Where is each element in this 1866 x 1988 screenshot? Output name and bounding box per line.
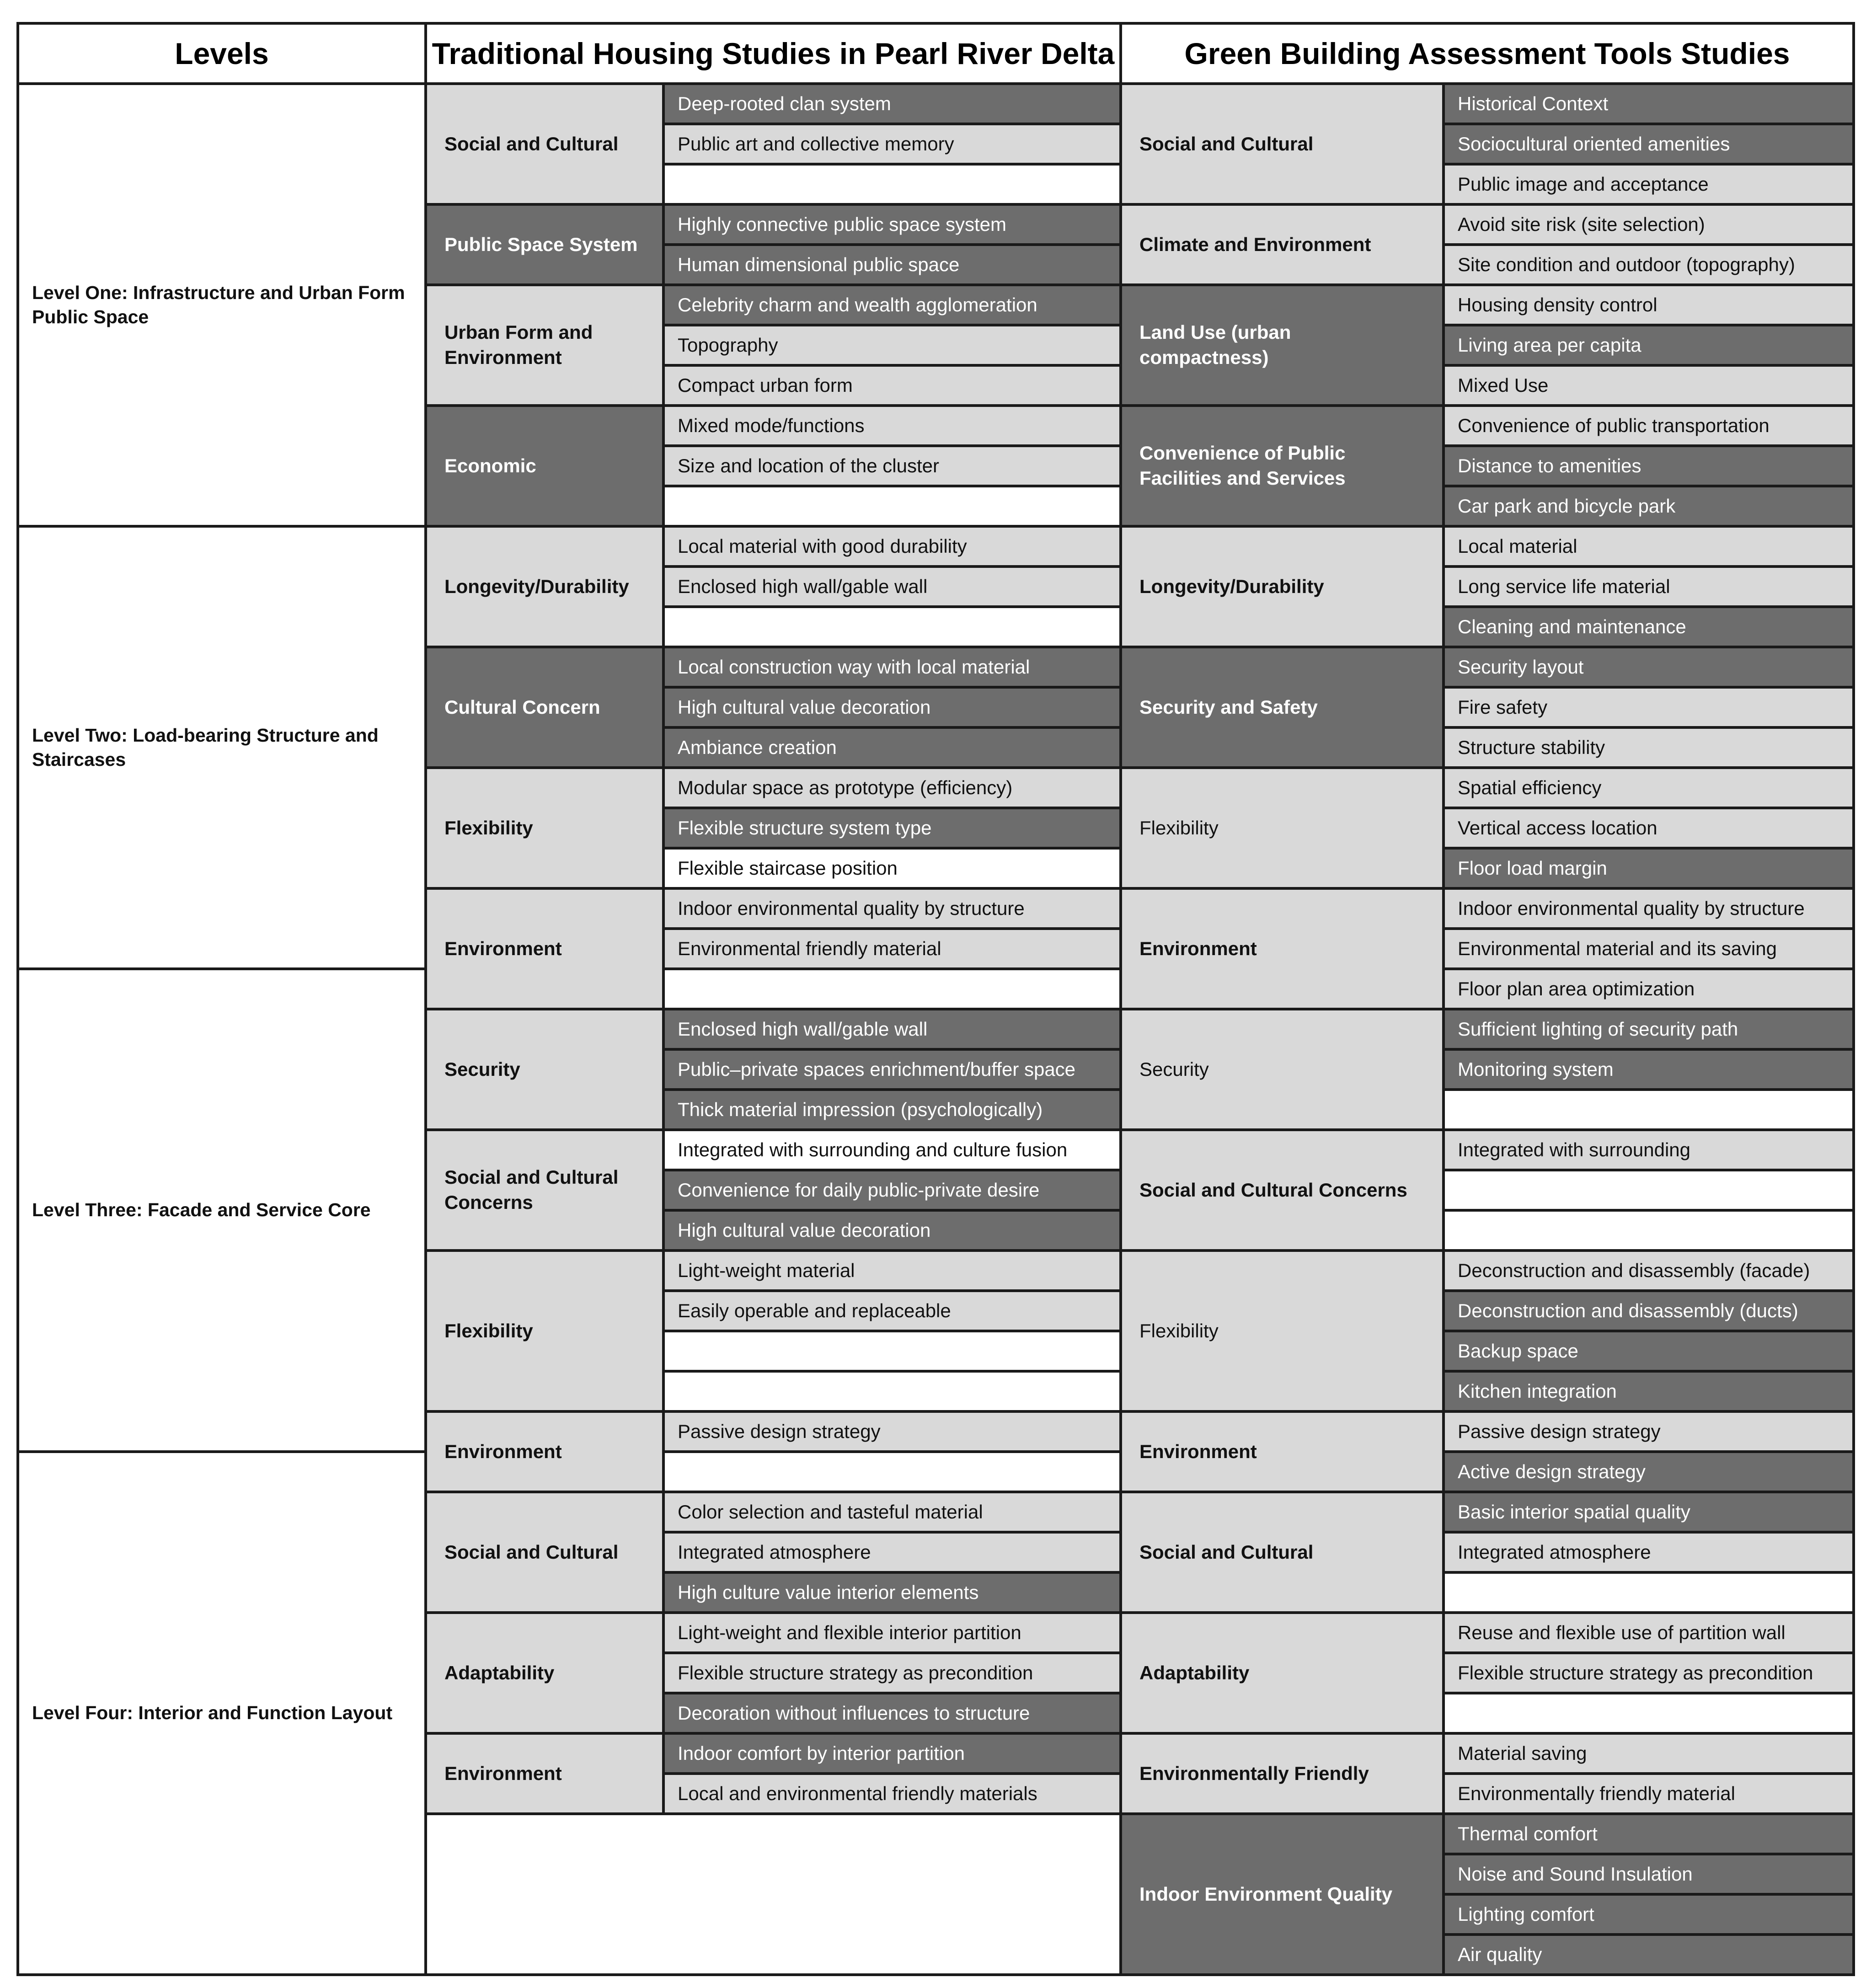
traditional-category: Longevity/Durability <box>426 526 663 647</box>
green-category: Indoor Environment Quality <box>1121 1814 1444 1975</box>
empty-cell <box>426 1814 1121 1975</box>
traditional-item: Local material with good durability <box>663 526 1121 566</box>
green-item: Sufficient lighting of security path <box>1444 1009 1854 1049</box>
green-item: Flexible structure strategy as precondition <box>1444 1653 1854 1693</box>
green-item <box>1444 1210 1854 1251</box>
traditional-item: High culture value interior elements <box>663 1572 1121 1613</box>
green-item: Spatial efficiency <box>1444 768 1854 808</box>
level-label: Level Four: Interior and Function Layout <box>18 1452 426 1975</box>
green-category: Climate and Environment <box>1121 204 1444 285</box>
green-item: Air quality <box>1444 1935 1854 1975</box>
traditional-item: Passive design strategy <box>663 1411 1121 1452</box>
traditional-item <box>663 486 1121 526</box>
traditional-item: High cultural value decoration <box>663 687 1121 727</box>
green-item <box>1444 1693 1854 1733</box>
table-row <box>18 526 1854 566</box>
header-green-building: Green Building Assessment Tools Studies <box>1121 23 1854 84</box>
green-item: Integrated atmosphere <box>1444 1532 1854 1572</box>
green-category: Adaptability <box>1121 1613 1444 1733</box>
traditional-item: Local construction way with local material <box>663 647 1121 687</box>
green-item: Floor plan area optimization <box>1444 969 1854 1009</box>
traditional-item: Light-weight material <box>663 1251 1121 1291</box>
green-item: Living area per capita <box>1444 325 1854 365</box>
traditional-item: Flexible structure strategy as precondition <box>663 1653 1121 1693</box>
traditional-item: Indoor environmental quality by structure <box>663 888 1121 929</box>
traditional-item: Easily operable and replaceable <box>663 1291 1121 1331</box>
table-row <box>18 1452 1854 1492</box>
level-label: Level One: Infrastructure and Urban Form Public Space <box>18 84 426 526</box>
traditional-category: Flexibility <box>426 768 663 888</box>
level-label: Level Three: Facade and Service Core <box>18 969 426 1452</box>
green-item: Basic interior spatial quality <box>1444 1492 1854 1532</box>
traditional-category: Environment <box>426 888 663 1009</box>
traditional-item: Flexible structure system type <box>663 808 1121 848</box>
green-category: Social and Cultural Concerns <box>1121 1130 1444 1251</box>
traditional-item: Enclosed high wall/gable wall <box>663 1009 1121 1049</box>
green-item: Local material <box>1444 526 1854 566</box>
green-category: Land Use (urban compactness) <box>1121 285 1444 406</box>
traditional-item: Enclosed high wall/gable wall <box>663 566 1121 607</box>
green-category: Security and Safety <box>1121 647 1444 768</box>
green-item <box>1444 1170 1854 1210</box>
green-item: Indoor environmental quality by structure <box>1444 888 1854 929</box>
traditional-category: Social and Cultural Concerns <box>426 1130 663 1251</box>
table-row <box>18 84 1854 124</box>
header-row <box>18 23 1854 84</box>
green-item: Lighting comfort <box>1444 1894 1854 1935</box>
green-item: Vertical access location <box>1444 808 1854 848</box>
traditional-item: Ambiance creation <box>663 727 1121 768</box>
traditional-item: Public art and collective memory <box>663 124 1121 164</box>
green-item: Deconstruction and disassembly (ducts) <box>1444 1291 1854 1331</box>
green-item <box>1444 1572 1854 1613</box>
traditional-item <box>663 1331 1121 1371</box>
traditional-item: Human dimensional public space <box>663 245 1121 285</box>
traditional-item: Environmental friendly material <box>663 929 1121 969</box>
green-category: Convenience of Public Facilities and Services <box>1121 406 1444 526</box>
green-item: Environmentally friendly material <box>1444 1774 1854 1814</box>
traditional-item: Mixed mode/functions <box>663 406 1121 446</box>
green-item: Kitchen integration <box>1444 1371 1854 1411</box>
traditional-item: Thick material impression (psychologically) <box>663 1090 1121 1130</box>
green-item: Material saving <box>1444 1733 1854 1774</box>
traditional-item: Integrated with surrounding and culture fusion <box>663 1130 1121 1170</box>
green-item: Backup space <box>1444 1331 1854 1371</box>
green-category: Social and Cultural <box>1121 1492 1444 1613</box>
green-item: Long service life material <box>1444 566 1854 607</box>
green-item: Security layout <box>1444 647 1854 687</box>
traditional-item: Topography <box>663 325 1121 365</box>
green-category: Environment <box>1121 888 1444 1009</box>
traditional-item: Highly connective public space system <box>663 204 1121 245</box>
traditional-item: Convenience for daily public-private desire <box>663 1170 1121 1210</box>
traditional-item: Indoor comfort by interior partition <box>663 1733 1121 1774</box>
green-category: Longevity/Durability <box>1121 526 1444 647</box>
traditional-category: Social and Cultural <box>426 1492 663 1613</box>
green-item: Sociocultural oriented amenities <box>1444 124 1854 164</box>
green-item: Integrated with surrounding <box>1444 1130 1854 1170</box>
traditional-category: Public Space System <box>426 204 663 285</box>
green-item: Monitoring system <box>1444 1049 1854 1090</box>
traditional-item: Decoration without influences to structure <box>663 1693 1121 1733</box>
green-item: Cleaning and maintenance <box>1444 607 1854 647</box>
green-category: Flexibility <box>1121 1251 1444 1411</box>
table-body <box>18 84 1854 1975</box>
comparison-table <box>16 22 1855 1976</box>
traditional-category: Urban Form and Environment <box>426 285 663 406</box>
green-category: Social and Cultural <box>1121 84 1444 204</box>
green-item: Distance to amenities <box>1444 446 1854 486</box>
green-item: Housing density control <box>1444 285 1854 325</box>
green-category: Environment <box>1121 1411 1444 1492</box>
traditional-category: Flexibility <box>426 1251 663 1411</box>
green-category: Environmentally Friendly <box>1121 1733 1444 1814</box>
traditional-category: Environment <box>426 1411 663 1492</box>
traditional-item: Light-weight and flexible interior partition <box>663 1613 1121 1653</box>
table-row <box>18 969 1854 1009</box>
traditional-item: Modular space as prototype (efficiency) <box>663 768 1121 808</box>
green-item: Reuse and flexible use of partition wall <box>1444 1613 1854 1653</box>
traditional-item: Public–private spaces enrichment/buffer space <box>663 1049 1121 1090</box>
traditional-item <box>663 607 1121 647</box>
green-item: Site condition and outdoor (topography) <box>1444 245 1854 285</box>
traditional-category: Economic <box>426 406 663 526</box>
green-item: Deconstruction and disassembly (facade) <box>1444 1251 1854 1291</box>
traditional-item <box>663 1371 1121 1411</box>
green-item: Fire safety <box>1444 687 1854 727</box>
traditional-item <box>663 164 1121 204</box>
green-item: Noise and Sound Insulation <box>1444 1854 1854 1894</box>
traditional-category: Environment <box>426 1733 663 1814</box>
traditional-category: Social and Cultural <box>426 84 663 204</box>
traditional-item: Flexible staircase position <box>663 848 1121 888</box>
green-item: Public image and acceptance <box>1444 164 1854 204</box>
header-levels: Levels <box>18 23 426 84</box>
traditional-item: Local and environmental friendly materials <box>663 1774 1121 1814</box>
traditional-item: Compact urban form <box>663 365 1121 406</box>
green-item: Car park and bicycle park <box>1444 486 1854 526</box>
green-item: Environmental material and its saving <box>1444 929 1854 969</box>
green-item: Thermal comfort <box>1444 1814 1854 1854</box>
traditional-item: Celebrity charm and wealth agglomeration <box>663 285 1121 325</box>
traditional-item: Color selection and tasteful material <box>663 1492 1121 1532</box>
header-traditional-housing: Traditional Housing Studies in Pearl River Delta <box>426 23 1121 84</box>
level-label: Level Two: Load-bearing Structure and Staircases <box>18 526 426 969</box>
green-item: Structure stability <box>1444 727 1854 768</box>
green-item: Floor load margin <box>1444 848 1854 888</box>
green-item: Active design strategy <box>1444 1452 1854 1492</box>
traditional-item: Deep-rooted clan system <box>663 84 1121 124</box>
traditional-item: Integrated atmosphere <box>663 1532 1121 1572</box>
traditional-item: High cultural value decoration <box>663 1210 1121 1251</box>
green-item: Avoid site risk (site selection) <box>1444 204 1854 245</box>
green-item <box>1444 1090 1854 1130</box>
traditional-item: Size and location of the cluster <box>663 446 1121 486</box>
traditional-item <box>663 969 1121 1009</box>
traditional-category: Security <box>426 1009 663 1130</box>
traditional-item <box>663 1452 1121 1492</box>
green-item: Passive design strategy <box>1444 1411 1854 1452</box>
green-item: Historical Context <box>1444 84 1854 124</box>
green-item: Convenience of public transportation <box>1444 406 1854 446</box>
green-category: Flexibility <box>1121 768 1444 888</box>
green-category: Security <box>1121 1009 1444 1130</box>
traditional-category: Adaptability <box>426 1613 663 1733</box>
traditional-category: Cultural Concern <box>426 647 663 768</box>
green-item: Mixed Use <box>1444 365 1854 406</box>
